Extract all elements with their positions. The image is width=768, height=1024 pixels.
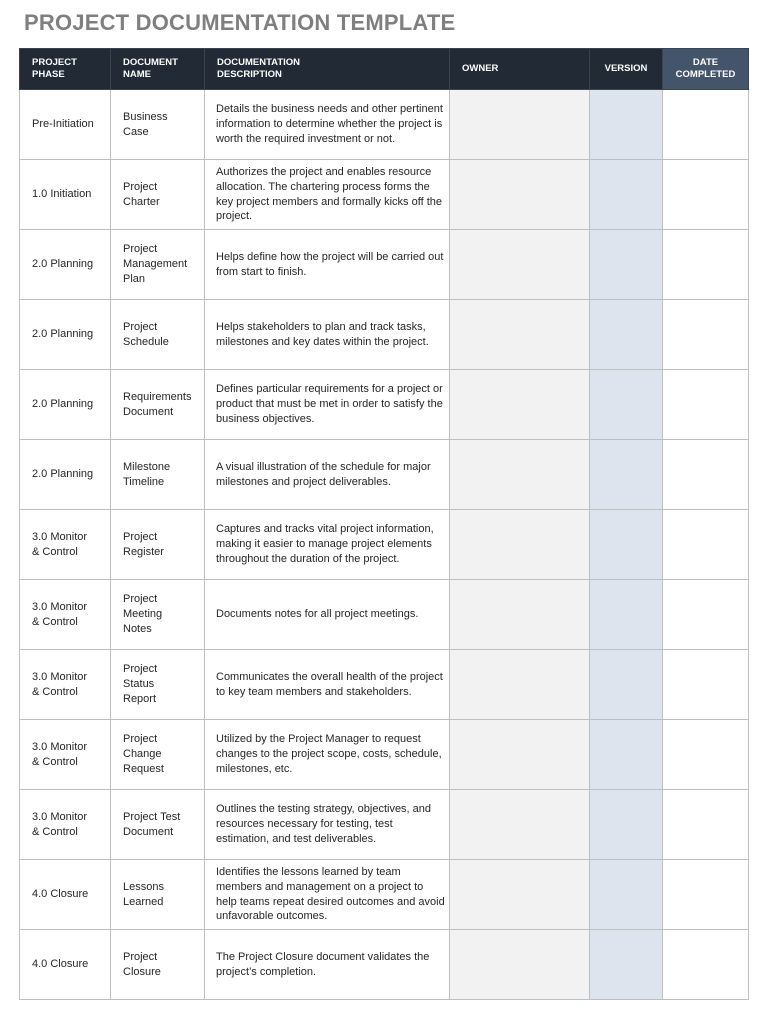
date-completed-cell[interactable]	[663, 650, 749, 720]
date-completed-cell[interactable]	[663, 860, 749, 930]
documentation-table	[19, 48, 749, 1000]
owner-cell[interactable]	[450, 930, 590, 1000]
description-cell: Identifies the lessons learned by team members and management on a project to help teams repeat desired outcomes and avoid unfavorable outcomes.	[205, 860, 450, 930]
description-cell: Defines particular requirements for a project or product that must be met in order to satisfy the business objectives.	[205, 370, 450, 440]
table-row	[20, 860, 749, 930]
version-cell[interactable]	[590, 300, 663, 370]
version-cell[interactable]	[590, 580, 663, 650]
description-cell: Documents notes for all project meetings.	[205, 580, 450, 650]
phase-cell: 2.0 Planning	[20, 370, 111, 440]
document-name-cell: Milestone Timeline	[111, 440, 205, 510]
description-cell: Communicates the overall health of the project to key team members and stakeholders.	[205, 650, 450, 720]
phase-cell: 1.0 Initiation	[20, 160, 111, 230]
table-row	[20, 370, 749, 440]
header-project-phase: PROJECT PHASE	[20, 49, 111, 90]
description-cell: Captures and tracks vital project information, making it easier to manage project elements throughout the duration of the project.	[205, 510, 450, 580]
owner-cell[interactable]	[450, 510, 590, 580]
date-completed-cell[interactable]	[663, 720, 749, 790]
version-cell[interactable]	[590, 230, 663, 300]
date-completed-cell[interactable]	[663, 790, 749, 860]
date-completed-cell[interactable]	[663, 370, 749, 440]
phase-cell: 4.0 Closure	[20, 930, 111, 1000]
version-cell[interactable]	[590, 790, 663, 860]
document-name-cell: Project Charter	[111, 160, 205, 230]
owner-cell[interactable]	[450, 580, 590, 650]
header-owner: OWNER	[450, 49, 590, 90]
header-documentation-description: DOCUMENTATION DESCRIPTION	[205, 49, 450, 90]
version-cell[interactable]	[590, 860, 663, 930]
table-row	[20, 930, 749, 1000]
owner-cell[interactable]	[450, 860, 590, 930]
phase-cell: 4.0 Closure	[20, 860, 111, 930]
version-cell[interactable]	[590, 720, 663, 790]
owner-cell[interactable]	[450, 230, 590, 300]
owner-cell[interactable]	[450, 650, 590, 720]
table-row	[20, 790, 749, 860]
version-cell[interactable]	[590, 90, 663, 160]
version-cell[interactable]	[590, 160, 663, 230]
table-row	[20, 440, 749, 510]
owner-cell[interactable]	[450, 440, 590, 510]
date-completed-cell[interactable]	[663, 90, 749, 160]
page-title: PROJECT DOCUMENTATION TEMPLATE	[24, 10, 456, 35]
description-cell: Authorizes the project and enables resource allocation. The chartering process forms the key project members and formally kicks off the project.	[205, 160, 450, 230]
table-row	[20, 300, 749, 370]
owner-cell[interactable]	[450, 790, 590, 860]
description-cell: Utilized by the Project Manager to request changes to the project scope, costs, schedule, milestones, etc.	[205, 720, 450, 790]
table-row	[20, 720, 749, 790]
date-completed-cell[interactable]	[663, 930, 749, 1000]
document-name-cell: Requirements Document	[111, 370, 205, 440]
phase-cell: 2.0 Planning	[20, 440, 111, 510]
document-name-cell: Project Change Request	[111, 720, 205, 790]
description-cell: Helps stakeholders to plan and track tasks, milestones and key dates within the project.	[205, 300, 450, 370]
version-cell[interactable]	[590, 440, 663, 510]
phase-cell: 2.0 Planning	[20, 230, 111, 300]
phase-cell: Pre-Initiation	[20, 90, 111, 160]
document-name-cell: Project Register	[111, 510, 205, 580]
owner-cell[interactable]	[450, 160, 590, 230]
header-version: VERSION	[590, 49, 663, 90]
version-cell[interactable]	[590, 510, 663, 580]
date-completed-cell[interactable]	[663, 230, 749, 300]
phase-cell: 3.0 Monitor & Control	[20, 650, 111, 720]
document-name-cell: Project Closure	[111, 930, 205, 1000]
header-date-completed: DATE COMPLETED	[663, 49, 749, 90]
document-name-cell: Project Schedule	[111, 300, 205, 370]
phase-cell: 3.0 Monitor & Control	[20, 510, 111, 580]
table-row	[20, 90, 749, 160]
date-completed-cell[interactable]	[663, 160, 749, 230]
table-row	[20, 580, 749, 650]
owner-cell[interactable]	[450, 720, 590, 790]
owner-cell[interactable]	[450, 90, 590, 160]
phase-cell: 3.0 Monitor & Control	[20, 790, 111, 860]
description-cell: Outlines the testing strategy, objectives, and resources necessary for testing, test estimation, and test deliverables.	[205, 790, 450, 860]
description-cell: The Project Closure document validates the project’s completion.	[205, 930, 450, 1000]
table-row	[20, 510, 749, 580]
document-name-cell: Project Meeting Notes	[111, 580, 205, 650]
phase-cell: 3.0 Monitor & Control	[20, 580, 111, 650]
phase-cell: 2.0 Planning	[20, 300, 111, 370]
description-cell: Helps define how the project will be carried out from start to finish.	[205, 230, 450, 300]
document-name-cell: Project Status Report	[111, 650, 205, 720]
date-completed-cell[interactable]	[663, 440, 749, 510]
phase-cell: 3.0 Monitor & Control	[20, 720, 111, 790]
table-row	[20, 230, 749, 300]
header-row	[20, 49, 749, 90]
owner-cell[interactable]	[450, 370, 590, 440]
date-completed-cell[interactable]	[663, 300, 749, 370]
table-row	[20, 650, 749, 720]
version-cell[interactable]	[590, 370, 663, 440]
description-cell: Details the business needs and other pertinent information to determine whether the project is worth the required investment or not.	[205, 90, 450, 160]
document-name-cell: Lessons Learned	[111, 860, 205, 930]
table-row	[20, 160, 749, 230]
owner-cell[interactable]	[450, 300, 590, 370]
date-completed-cell[interactable]	[663, 580, 749, 650]
document-name-cell: Project Test Document	[111, 790, 205, 860]
description-cell: A visual illustration of the schedule for major milestones and project deliverables.	[205, 440, 450, 510]
document-name-cell: Project Management Plan	[111, 230, 205, 300]
document-name-cell: Business Case	[111, 90, 205, 160]
version-cell[interactable]	[590, 930, 663, 1000]
date-completed-cell[interactable]	[663, 510, 749, 580]
header-document-name: DOCUMENT NAME	[111, 49, 205, 90]
version-cell[interactable]	[590, 650, 663, 720]
